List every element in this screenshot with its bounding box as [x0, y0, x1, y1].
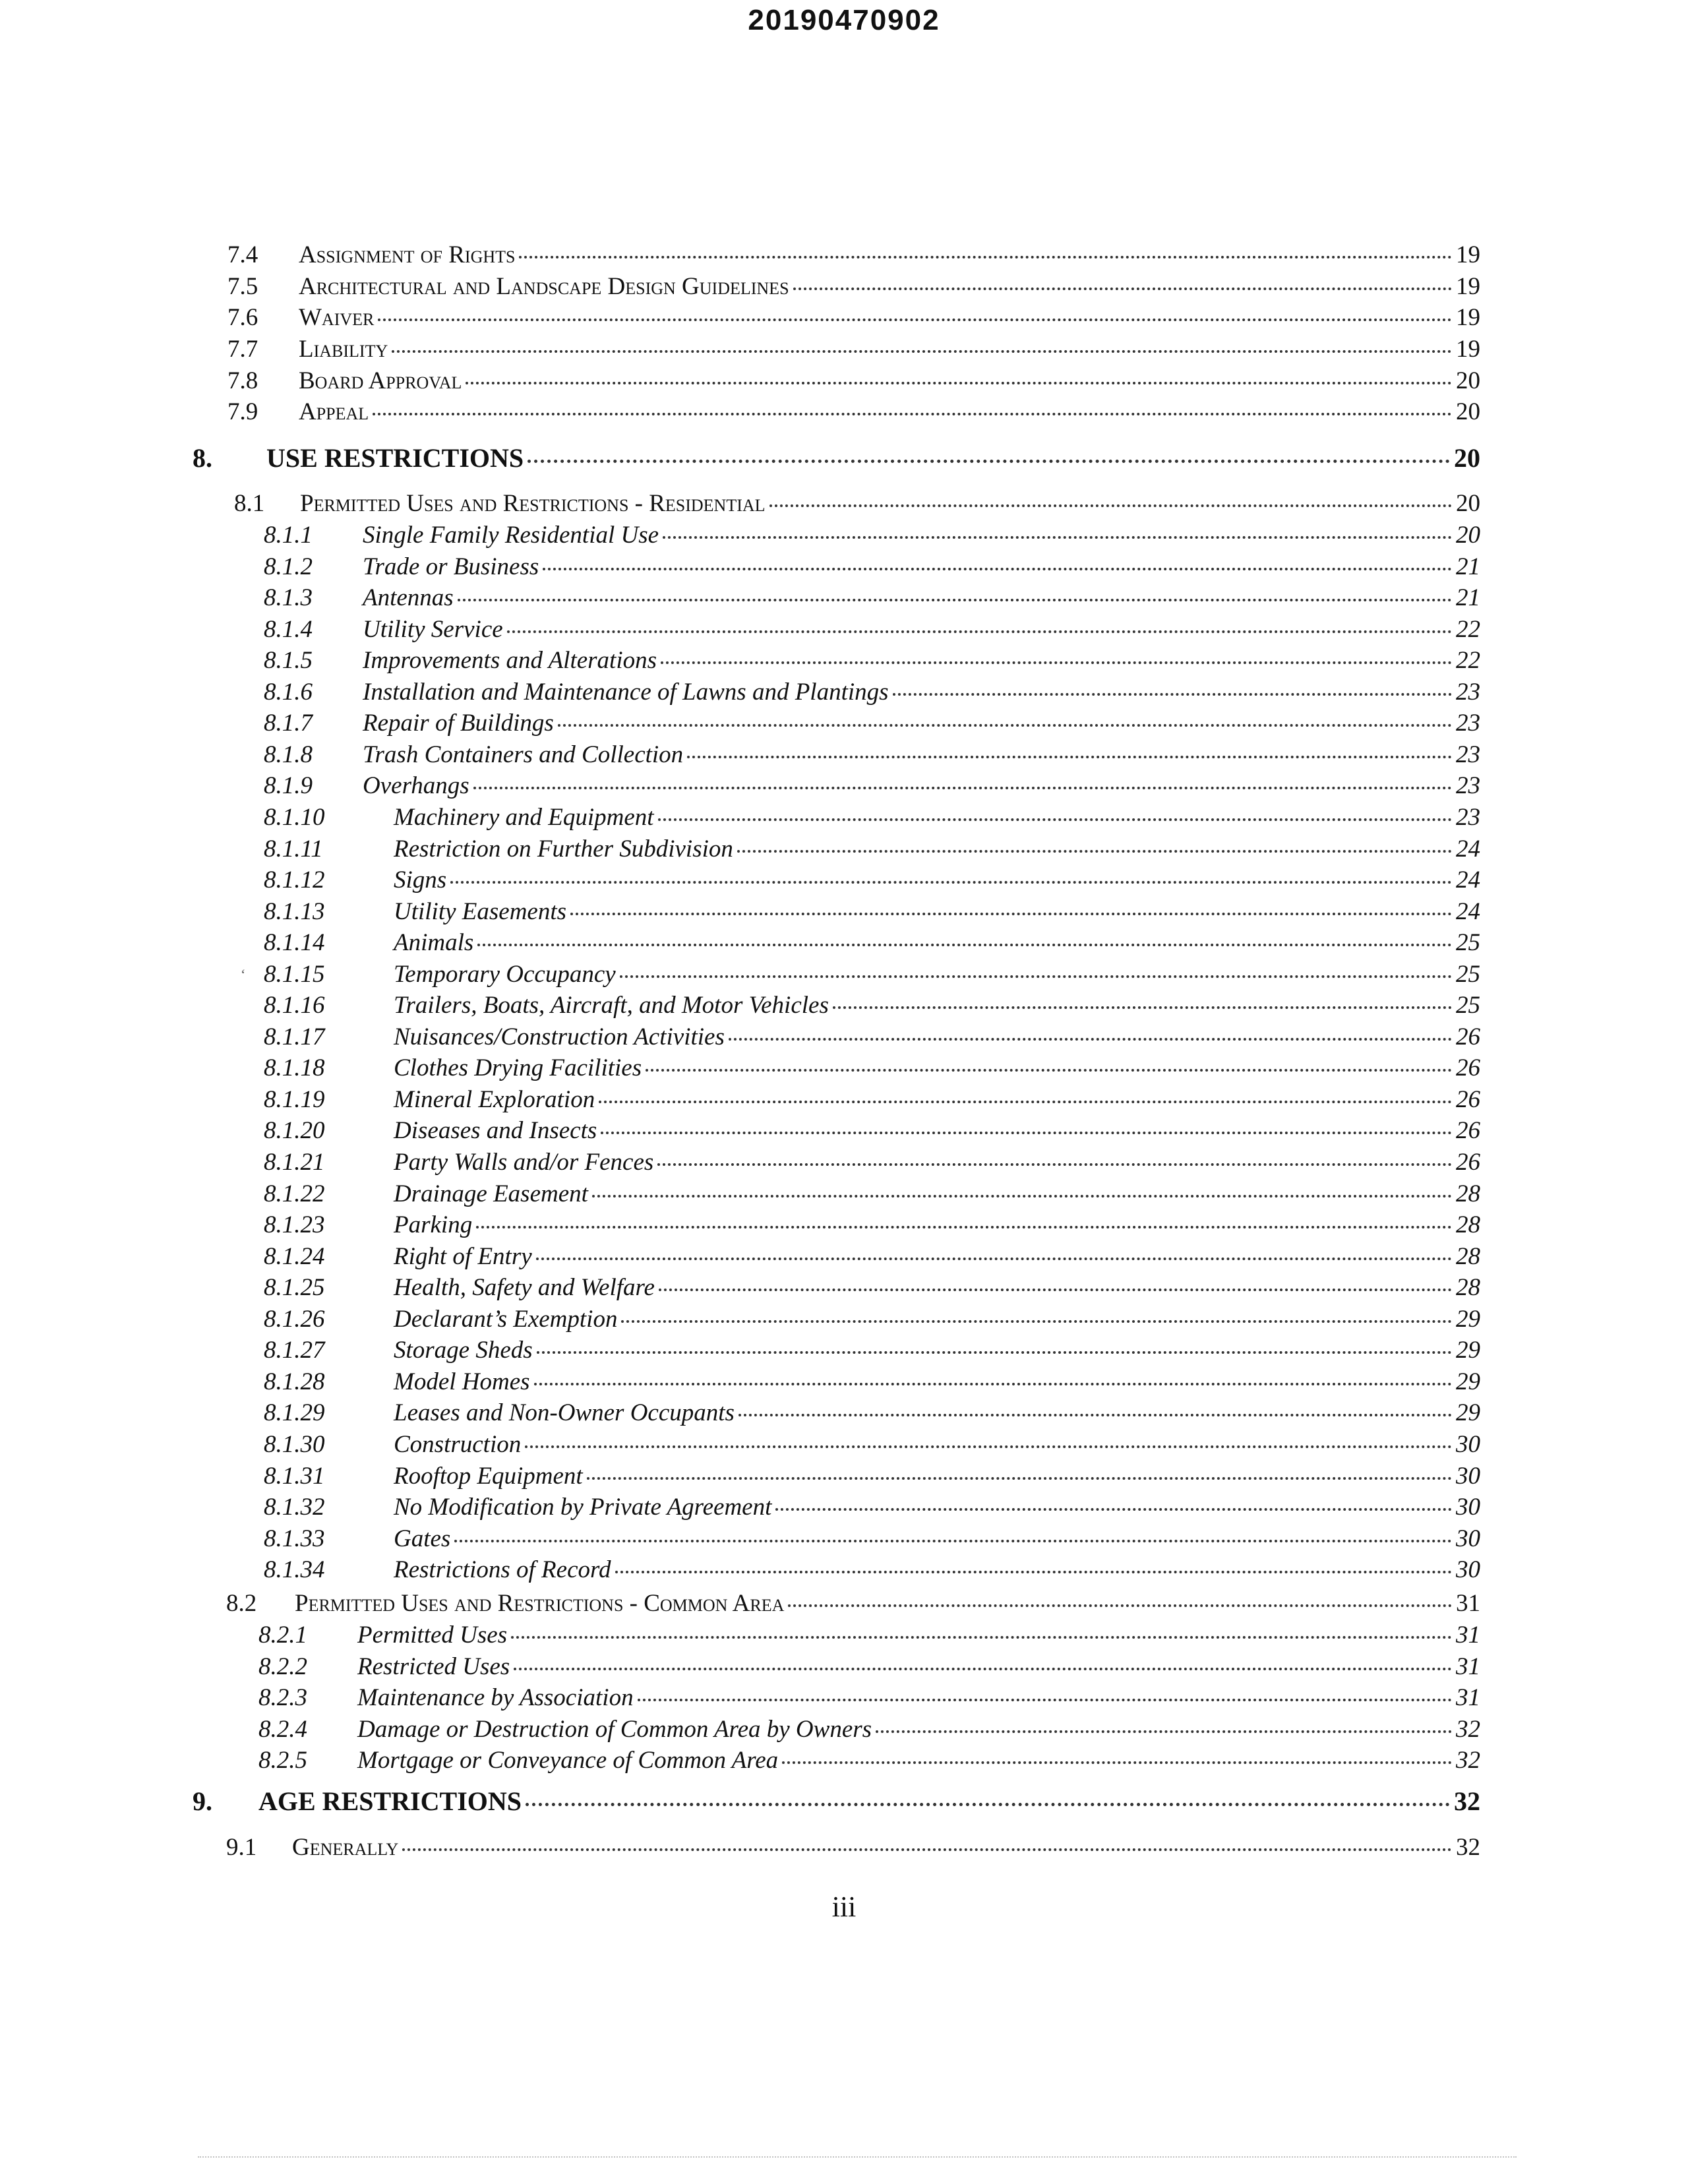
dot-leader: [788, 1604, 1452, 1607]
dot-leader: [392, 350, 1452, 353]
toc-entry-page: 20: [1456, 490, 1480, 517]
toc-entry-page: 23: [1456, 772, 1480, 799]
toc-entry-title: Architectural and Landscape Design Guidelines: [299, 273, 789, 300]
toc-entry-title: Parking: [394, 1211, 473, 1238]
toc-entry-8-1-item: [264, 709, 1480, 738]
toc-entry-section7: [227, 398, 1480, 427]
toc-entry-title: Utility Easements: [394, 898, 567, 925]
toc-entry-page: 30: [1456, 1556, 1480, 1583]
toc-entry-8-1-item: [264, 866, 1480, 895]
toc-entry-8-1-item: [264, 1462, 1480, 1491]
toc-entry-number: 8.1.21: [264, 1149, 325, 1176]
toc-entry-page: 30: [1456, 1431, 1480, 1458]
toc-entry-number: 8.1.29: [264, 1399, 325, 1426]
toc-entry-page: 25: [1456, 961, 1480, 988]
toc-entry-8-2-item: [258, 1684, 1480, 1713]
toc-entry-number: 8.2.4: [258, 1716, 307, 1743]
toc-entry-page: 29: [1456, 1306, 1480, 1333]
dot-leader: [587, 1477, 1452, 1480]
toc-entry-number: 8.1.23: [264, 1211, 325, 1238]
toc-entry-number: 9.: [193, 1786, 212, 1816]
dot-leader: [659, 1289, 1452, 1291]
toc-entry-8-1-item: [264, 646, 1480, 675]
toc-entry-page: 24: [1456, 866, 1480, 894]
toc-entry-title: Clothes Drying Facilities: [394, 1054, 642, 1081]
toc-entry-title: Animals: [394, 929, 474, 956]
toc-entry-title: Trailers, Boats, Aircraft, and Motor Vehicles: [394, 992, 829, 1019]
toc-entry-page: 31: [1456, 1684, 1480, 1711]
toc-entry-section8: [193, 444, 1480, 473]
toc-entry-title: Generally: [292, 1834, 399, 1861]
toc-entry-number: 8.1.34: [264, 1556, 325, 1583]
dot-leader: [537, 1351, 1452, 1354]
toc-entry-number: 8.1.10: [264, 804, 325, 831]
toc-entry-8-1-item: [264, 1148, 1480, 1177]
toc-entry-section7: [227, 303, 1480, 332]
toc-entry-title: Drainage Easement: [394, 1180, 588, 1207]
toc-entry-number: 9.1: [226, 1834, 257, 1861]
toc-entry-page: 26: [1456, 1023, 1480, 1050]
toc-entry-section7: [227, 367, 1480, 396]
toc-entry-title: Repair of Buildings: [363, 710, 554, 737]
toc-entry-8-1-item: [264, 1023, 1480, 1052]
dot-leader: [466, 382, 1452, 384]
scan-artifact: ‘: [241, 966, 246, 983]
toc-entry-page: 23: [1456, 741, 1480, 768]
toc-entry-number: 8.1.9: [264, 772, 313, 799]
toc-entry-number: 8.1.12: [264, 866, 325, 894]
toc-entry-8-1-item: [264, 835, 1480, 864]
toc-entry-number: 8.1.18: [264, 1054, 325, 1081]
toc-entry-number: 8.1.19: [264, 1086, 325, 1113]
dot-leader: [646, 1069, 1452, 1072]
dot-leader: [378, 318, 1452, 321]
toc-entry-page: 24: [1456, 898, 1480, 925]
toc-entry-page: 20: [1456, 367, 1480, 394]
toc-entry-title: Antennas: [363, 584, 454, 611]
toc-entry-8-1-item: [264, 1525, 1480, 1554]
toc-entry-title: Improvements and Alterations: [363, 647, 657, 674]
toc-entry-page: 19: [1456, 336, 1480, 363]
toc-entry-number: 7.4: [227, 241, 258, 268]
toc-entry-page: 28: [1456, 1211, 1480, 1238]
toc-entry-8-1-item: [264, 991, 1480, 1020]
dot-leader: [519, 256, 1452, 258]
toc-entry-section7: [227, 241, 1480, 270]
dot-leader: [543, 568, 1452, 570]
toc-entry-page: 32: [1454, 1786, 1480, 1816]
toc-entry-number: 8.1.3: [264, 584, 313, 611]
toc-entry-8-2-item: [258, 1715, 1480, 1744]
toc-entry-number: 8.: [193, 443, 212, 473]
toc-entry-title: Restricted Uses: [357, 1653, 510, 1680]
toc-entry-title: Restriction on Further Subdivision: [394, 835, 733, 863]
toc-entry-title: Trade or Business: [363, 553, 539, 580]
toc-entry-number: 8.2.5: [258, 1747, 307, 1774]
toc-entry-8-1-item: [264, 1242, 1480, 1271]
toc-entry-title: Assignment of Rights: [299, 241, 516, 268]
toc-entry-section7: [227, 272, 1480, 301]
dot-leader: [454, 1540, 1452, 1542]
dot-leader: [570, 913, 1452, 915]
dot-leader: [782, 1761, 1452, 1764]
toc-entry-page: 22: [1456, 616, 1480, 643]
toc-entry-title: Diseases and Insects: [394, 1117, 597, 1144]
toc-entry-title: Declarant’s Exemption: [394, 1306, 618, 1333]
dot-leader: [525, 1445, 1452, 1448]
toc-entry-title: Construction: [394, 1431, 522, 1458]
toc-entry-page: 31: [1456, 1653, 1480, 1680]
toc-entry-title: Damage or Destruction of Common Area by Owners: [357, 1716, 872, 1743]
toc-entry-page: 22: [1456, 647, 1480, 674]
toc-entry-title: Mineral Exploration: [394, 1086, 595, 1113]
toc-entry-8-1: [234, 489, 1480, 518]
toc-entry-page: 30: [1456, 1463, 1480, 1490]
toc-entry-8-1-item: [264, 584, 1480, 613]
toc-entry-title: Health, Safety and Welfare: [394, 1274, 655, 1301]
toc-entry-number: 8.1.7: [264, 710, 313, 737]
toc-entry-8-2: [226, 1589, 1480, 1618]
toc-entry-8-1-item: [264, 772, 1480, 801]
toc-entry-page: 20: [1454, 443, 1480, 473]
toc-entry-8-1-item: [264, 678, 1480, 707]
toc-entry-page: 20: [1456, 398, 1480, 425]
toc-entry-8-1-item: [264, 1211, 1480, 1240]
toc-entry-number: 8.1: [234, 490, 265, 517]
toc-entry-8-1-item: [264, 1305, 1480, 1334]
toc-entry-title: Leases and Non-Owner Occupants: [394, 1399, 735, 1426]
toc-entry-number: 8.1.6: [264, 679, 313, 706]
toc-entry-9-1: [226, 1833, 1480, 1862]
toc-entry-page: 32: [1456, 1716, 1480, 1743]
toc-entry-number: 8.1.1: [264, 522, 313, 549]
toc-entry-section7: [227, 335, 1480, 364]
toc-entry-8-1-item: [264, 1430, 1480, 1459]
toc-entry-title: Waiver: [299, 304, 375, 331]
toc-entry-number: 8.1.8: [264, 741, 313, 768]
toc-entry-8-1-item: [264, 1556, 1480, 1585]
toc-entry-page: 28: [1456, 1274, 1480, 1301]
toc-entry-number: 7.6: [227, 304, 258, 331]
toc-entry-8-1-item: [264, 1399, 1480, 1428]
toc-entry-title: Appeal: [299, 398, 369, 425]
toc-entry-title: Maintenance by Association: [357, 1684, 634, 1711]
toc-entry-title: AGE RESTRICTIONS: [258, 1786, 522, 1816]
toc-entry-page: 19: [1456, 273, 1480, 300]
toc-entry-page: 20: [1456, 522, 1480, 549]
dot-leader: [558, 724, 1452, 727]
toc-entry-8-1-item: [264, 928, 1480, 957]
toc-entry-8-1-item: [264, 553, 1480, 582]
toc-entry-page: 23: [1456, 710, 1480, 737]
toc-entry-number: 8.1.11: [264, 835, 323, 863]
toc-entry-title: Permitted Uses and Restrictions - Common Area: [295, 1590, 785, 1617]
toc-entry-title: Storage Sheds: [394, 1337, 533, 1364]
toc-entry-number: 8.1.27: [264, 1337, 325, 1364]
toc-entry-title: Mortgage or Conveyance of Common Area: [357, 1747, 779, 1774]
toc-entry-page: 31: [1456, 1590, 1480, 1617]
toc-entry-title: Rooftop Equipment: [394, 1463, 583, 1490]
dot-leader: [620, 975, 1452, 978]
toc-entry-page: 23: [1456, 804, 1480, 831]
toc-entry-page: 26: [1456, 1149, 1480, 1176]
dot-leader: [373, 413, 1452, 415]
toc-entry-title: Signs: [394, 866, 447, 894]
dot-leader: [737, 850, 1452, 853]
toc-entry-page: 21: [1456, 584, 1480, 611]
dot-leader: [769, 504, 1452, 507]
document-number: 20190470902: [748, 4, 940, 36]
dot-leader: [638, 1699, 1452, 1701]
toc-entry-title: Board Approval: [299, 367, 462, 394]
dot-leader: [450, 881, 1452, 884]
toc-entry-page: 19: [1456, 304, 1480, 331]
toc-entry-title: Overhangs: [363, 772, 469, 799]
dot-leader: [599, 1101, 1452, 1103]
toc-entry-number: 8.1.24: [264, 1243, 325, 1270]
toc-entry-8-2-item: [258, 1746, 1480, 1775]
toc-entry-title: Utility Service: [363, 616, 503, 643]
toc-entry-title: No Modification by Private Agreement: [394, 1494, 772, 1521]
toc-entry-title: Gates: [394, 1525, 451, 1552]
dot-leader: [514, 1668, 1452, 1670]
toc-entry-number: 8.1.14: [264, 929, 325, 956]
toc-entry-page: 29: [1456, 1337, 1480, 1364]
toc-entry-number: 8.1.33: [264, 1525, 325, 1552]
toc-entry-number: 8.1.20: [264, 1117, 325, 1144]
toc-entry-number: 8.2.2: [258, 1653, 307, 1680]
dot-leader: [657, 1163, 1452, 1166]
toc-entry-number: 8.1.22: [264, 1180, 325, 1207]
toc-entry-title: Nuisances/Construction Activities: [394, 1023, 725, 1050]
toc-entry-number: 8.2: [226, 1590, 257, 1617]
toc-entry-8-1-item: [264, 897, 1480, 926]
toc-entry-page: 19: [1456, 241, 1480, 268]
dot-leader: [876, 1730, 1452, 1733]
toc-entry-number: 8.2.1: [258, 1622, 307, 1649]
toc-entry-page: 24: [1456, 835, 1480, 863]
dot-leader: [775, 1508, 1452, 1511]
toc-entry-8-1-item: [264, 960, 1480, 989]
dot-leader: [615, 1571, 1452, 1573]
toc-entry-number: 8.1.32: [264, 1494, 325, 1521]
toc-entry-number: 7.8: [227, 367, 258, 394]
toc-entry-page: 28: [1456, 1180, 1480, 1207]
toc-entry-8-1-item: [264, 615, 1480, 644]
toc-entry-number: 8.1.30: [264, 1431, 325, 1458]
toc-entry-title: Trash Containers and Collection: [363, 741, 684, 768]
toc-entry-8-1-item: [264, 1336, 1480, 1365]
dot-leader: [687, 756, 1452, 758]
dot-leader: [458, 599, 1452, 601]
toc-entry-page: 30: [1456, 1525, 1480, 1552]
toc-entry-page: 26: [1456, 1054, 1480, 1081]
toc-entry-title: Permitted Uses: [357, 1622, 508, 1649]
dot-leader: [511, 1636, 1452, 1639]
toc-entry-number: 8.2.3: [258, 1684, 307, 1711]
toc-entry-8-1-item: [264, 1493, 1480, 1522]
toc-entry-number: 8.1.25: [264, 1274, 325, 1301]
scan-noise-line: [198, 2151, 1517, 2158]
dot-leader: [663, 536, 1452, 539]
toc-entry-title: Right of Entry: [394, 1243, 532, 1270]
toc-entry-title: Temporary Occupancy: [394, 961, 616, 988]
toc-entry-title: Liability: [299, 336, 388, 363]
toc-entry-title: Single Family Residential Use: [363, 522, 659, 549]
dot-leader: [476, 1226, 1452, 1228]
dot-leader: [833, 1006, 1452, 1009]
toc-entry-page: 32: [1456, 1747, 1480, 1774]
toc-entry-number: 8.1.16: [264, 992, 325, 1019]
toc-entry-8-2-item: [258, 1653, 1480, 1682]
toc-entry-page: 26: [1456, 1117, 1480, 1144]
toc-entry-title: Installation and Maintenance of Lawns and Plantings: [363, 679, 889, 706]
toc-entry-number: 7.7: [227, 336, 258, 363]
dot-leader: [658, 818, 1452, 821]
dot-leader: [526, 1803, 1450, 1806]
dot-leader: [729, 1038, 1452, 1041]
toc-entry-page: 32: [1456, 1834, 1480, 1861]
toc-entry-title: Model Homes: [394, 1368, 530, 1395]
dot-leader: [592, 1195, 1452, 1198]
dot-leader: [601, 1132, 1452, 1134]
toc-entry-title: Restrictions of Record: [394, 1556, 611, 1583]
dot-leader: [534, 1383, 1452, 1385]
toc-entry-title: Party Walls and/or Fences: [394, 1149, 654, 1176]
toc-entry-page: 29: [1456, 1368, 1480, 1395]
toc-entry-8-1-item: [264, 1273, 1480, 1302]
page-number: iii: [831, 1891, 857, 1923]
toc-entry-number: 8.1.13: [264, 898, 325, 925]
toc-entry-8-1-item: [264, 803, 1480, 832]
dot-leader: [402, 1848, 1452, 1851]
dot-leader: [477, 944, 1452, 946]
toc-entry-section9: [193, 1787, 1480, 1816]
toc-entry-number: 7.9: [227, 398, 258, 425]
toc-entry-page: 21: [1456, 553, 1480, 580]
dot-leader: [661, 661, 1452, 664]
dot-leader: [893, 693, 1452, 696]
toc-entry-page: 30: [1456, 1494, 1480, 1521]
toc-entry-number: 8.1.15: [264, 961, 325, 988]
toc-entry-number: 8.1.4: [264, 616, 313, 643]
toc-entry-number: 8.1.17: [264, 1023, 325, 1050]
toc-entry-page: 23: [1456, 679, 1480, 706]
toc-entry-page: 29: [1456, 1399, 1480, 1426]
toc-entry-page: 25: [1456, 929, 1480, 956]
dot-leader: [473, 787, 1452, 789]
toc-entry-8-1-item: [264, 521, 1480, 550]
toc-entry-page: 31: [1456, 1622, 1480, 1649]
dot-leader: [507, 630, 1452, 633]
toc-entry-8-1-item: [264, 1116, 1480, 1145]
toc-entry-8-2-item: [258, 1621, 1480, 1650]
toc-entry-8-1-item: [264, 1368, 1480, 1397]
toc-entry-number: 8.1.5: [264, 647, 313, 674]
toc-entry-8-1-item: [264, 741, 1480, 770]
dot-leader: [528, 460, 1450, 463]
toc-entry-number: 8.1.26: [264, 1306, 325, 1333]
dot-leader: [536, 1258, 1452, 1260]
toc-entry-number: 7.5: [227, 273, 258, 300]
toc-entry-8-1-item: [264, 1054, 1480, 1083]
toc-entry-title: USE RESTRICTIONS: [266, 443, 524, 473]
dot-leader: [793, 288, 1452, 290]
toc-entry-page: 25: [1456, 992, 1480, 1019]
toc-entry-page: 28: [1456, 1243, 1480, 1270]
toc-entry-title: Machinery and Equipment: [394, 804, 654, 831]
toc-entry-number: 8.1.2: [264, 553, 313, 580]
toc-entry-8-1-item: [264, 1085, 1480, 1114]
toc-entry-8-1-item: [264, 1180, 1480, 1209]
toc-entry-title: Permitted Uses and Restrictions - Residential: [300, 490, 766, 517]
toc-entry-page: 26: [1456, 1086, 1480, 1113]
toc-entry-number: 8.1.28: [264, 1368, 325, 1395]
dot-leader: [621, 1320, 1452, 1323]
toc-entry-number: 8.1.31: [264, 1463, 325, 1490]
dot-leader: [738, 1414, 1452, 1416]
